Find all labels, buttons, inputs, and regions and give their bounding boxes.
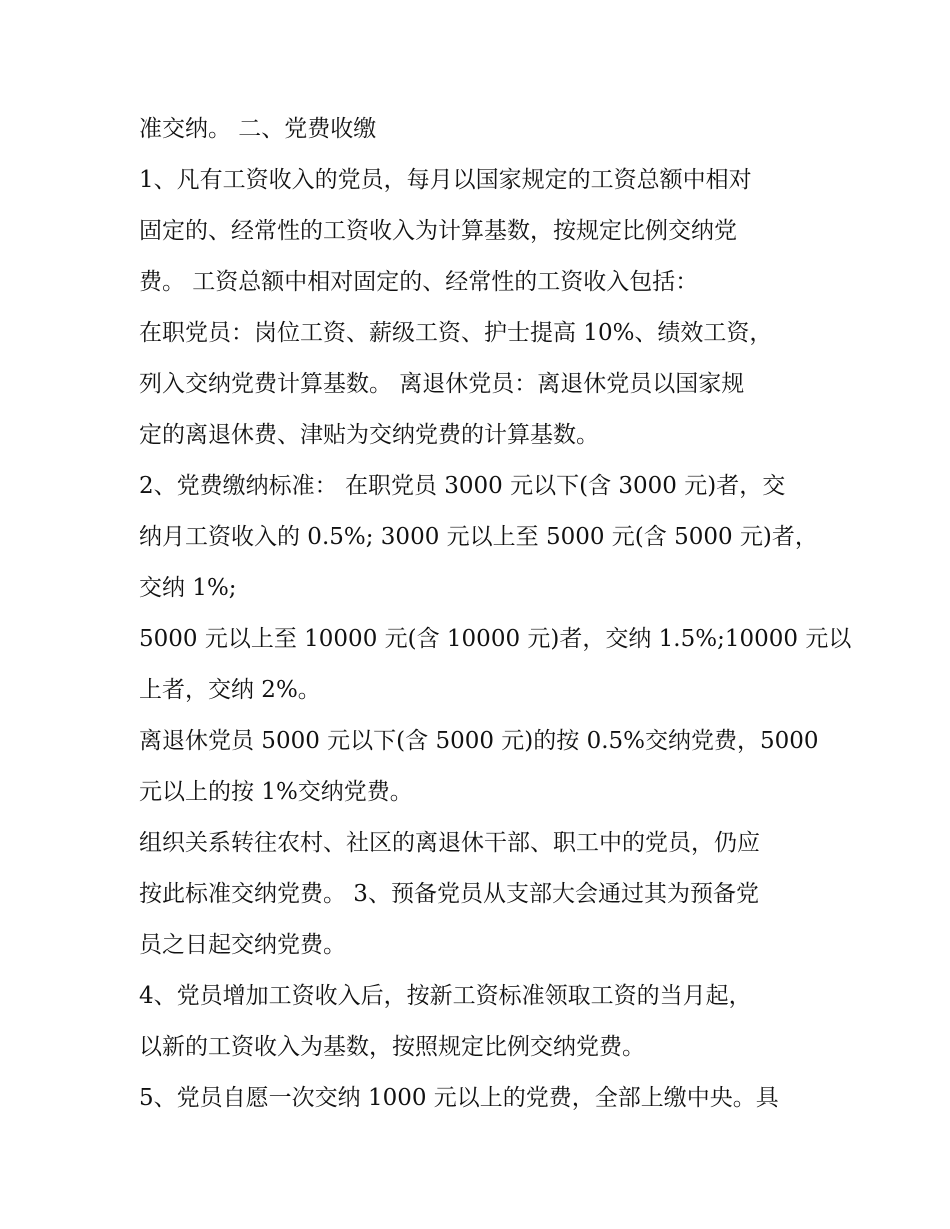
text-line: 按此标准交纳党费。 3、预备党员从支部大会通过其为预备党 [139,881,759,907]
text-line: 2、党费缴纳标准： 在职党员 3000 元以下(含 3000 元)者，交 [139,473,786,499]
text-line: 准交纳。 二、党费收缴 [139,116,377,142]
text-line: 5000 元以上至 10000 元(含 10000 元)者，交纳 1.5%;10000 元以 [139,626,852,652]
text-line: 列入交纳党费计算基数。 离退休党员：离退休党员以国家规 [139,371,745,397]
text-line: 组织关系转往农村、社区的离退休干部、职工中的党员，仍应 [139,830,760,856]
text-line: 固定的、经常性的工资收入为计算基数，按规定比例交纳党 [139,218,737,244]
text-line: 员之日起交纳党费。 [139,932,346,958]
text-line: 交纳 1%; [139,575,237,601]
document-page [139,104,852,1124]
text-line: 定的离退休费、津贴为交纳党费的计算基数。 [139,422,599,448]
text-line: 5、党员自愿一次交纳 1000 元以上的党费，全部上缴中央。具 [139,1085,779,1111]
text-line: 1、凡有工资收入的党员，每月以国家规定的工资总额中相对 [139,167,752,193]
text-line: 费。 工资总额中相对固定的、经常性的工资收入包括： [139,269,699,295]
text-line: 上者，交纳 2%。 [139,677,321,703]
text-line: 元以上的按 1%交纳党费。 [139,779,413,805]
text-line: 在职党员：岗位工资、薪级工资、护士提高 10%、绩效工资， [139,320,773,346]
text-line: 纳月工资收入的 0.5%; 3000 元以上至 5000 元(含 5000 元)者， [139,524,818,550]
text-line: 4、党员增加工资收入后，按新工资标准领取工资的当月起， [139,983,752,1009]
text-line: 离退休党员 5000 元以下(含 5000 元)的按 0.5%交纳党费，5000 [139,728,819,754]
text-line: 以新的工资收入为基数，按照规定比例交纳党费。 [139,1034,645,1060]
